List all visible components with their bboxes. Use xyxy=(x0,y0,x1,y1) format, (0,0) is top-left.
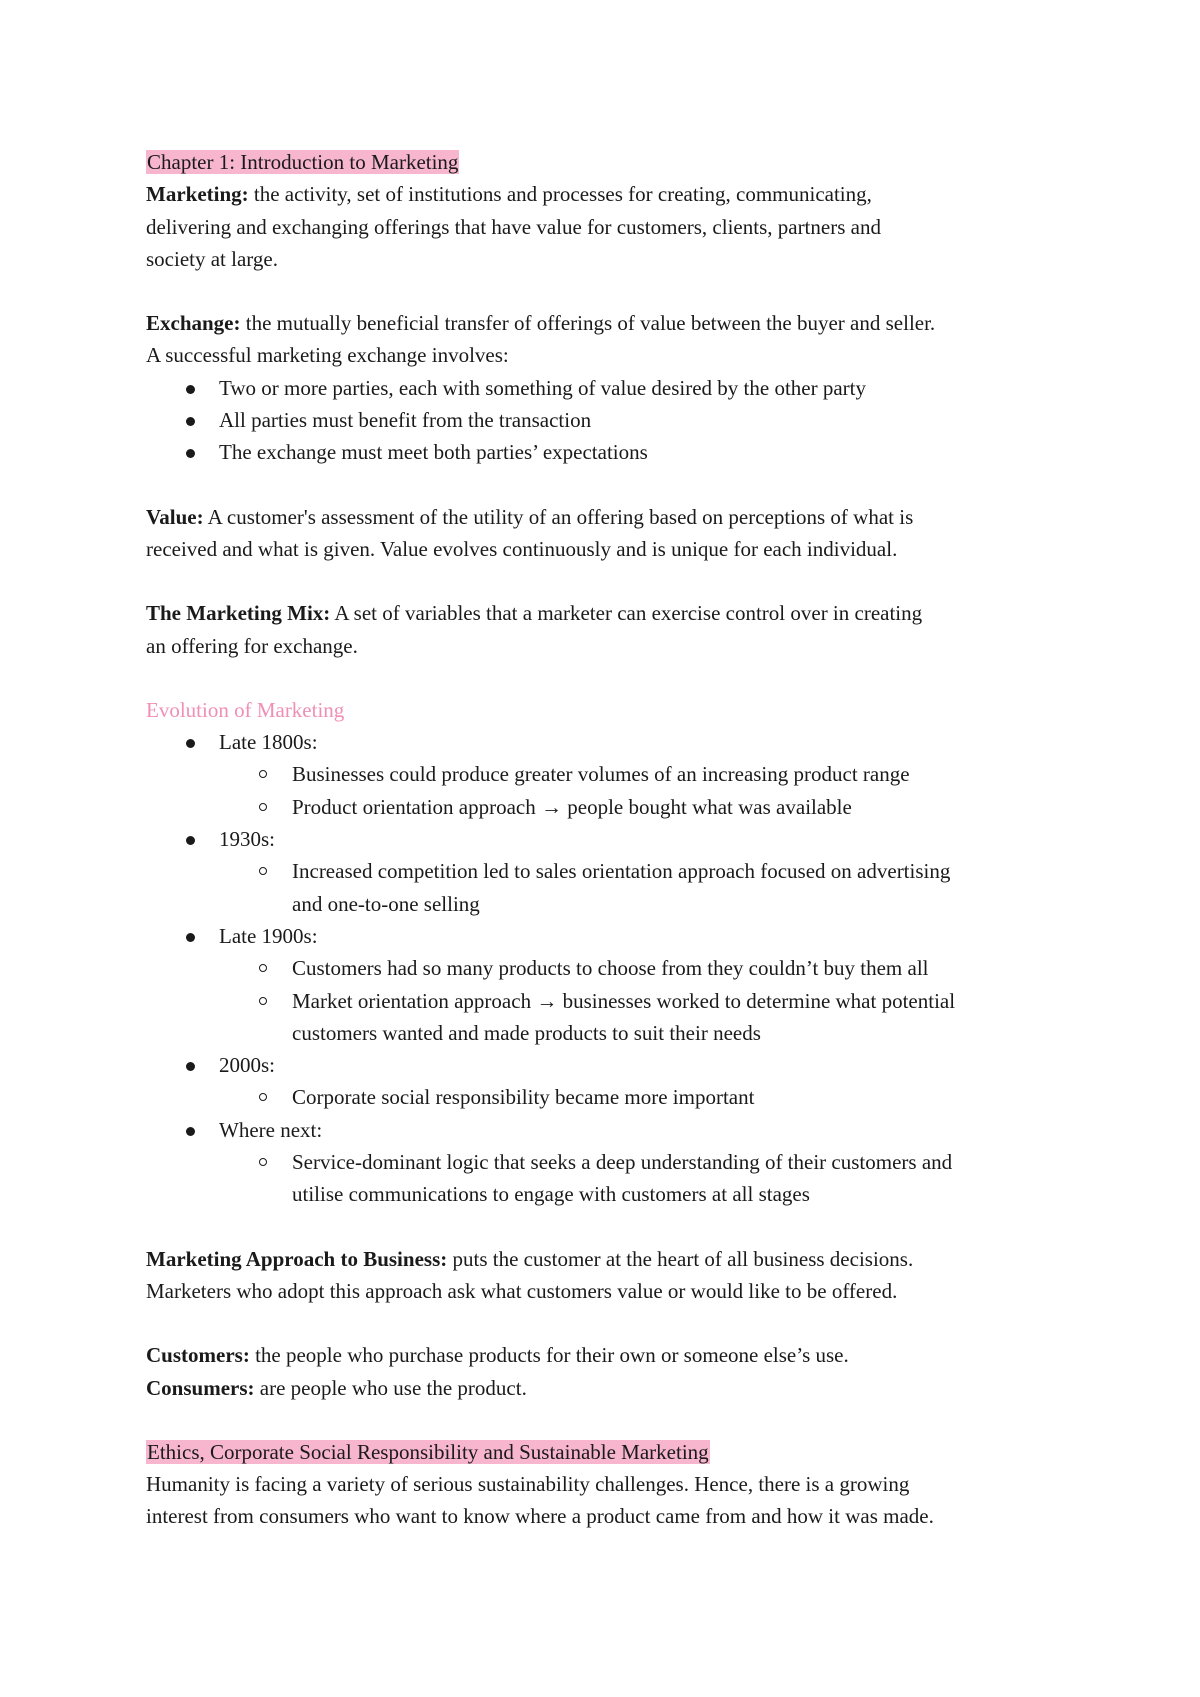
marketing-approach-line-1: puts the customer at the heart of all business decisions. xyxy=(452,1246,914,1271)
consumers-term: Consumers: xyxy=(146,1375,255,1400)
spacer xyxy=(146,565,1076,597)
list-item: Service-dominant logic that seeks a deep understanding of their customers and utilise communications to engage with customers at all stages xyxy=(219,1146,1076,1211)
marketing-term: Marketing: xyxy=(146,182,249,207)
era-item xyxy=(146,1114,1076,1211)
value-term: Value: xyxy=(146,504,204,529)
consumers-definition xyxy=(146,1372,1076,1404)
spacer xyxy=(146,662,1076,694)
value-def-line-1: A customer's assessment of the utility of an offering based on perceptions of what is xyxy=(207,504,914,529)
evolution-section xyxy=(146,694,1076,1211)
era-item xyxy=(146,1049,1076,1114)
era-sub-list xyxy=(146,855,1076,920)
hollow-bullet-icon xyxy=(259,770,267,778)
era-item xyxy=(146,920,1076,1049)
value-def-line-2: received and what is given. Value evolves continuously and is unique for each individual. xyxy=(146,536,898,561)
era-sub-list xyxy=(146,952,1076,1049)
marketing-def-line-2: delivering and exchanging offerings that have value for customers, clients, partners and xyxy=(146,214,881,239)
era-sub-list xyxy=(146,758,1076,823)
era-item xyxy=(146,726,1076,823)
exchange-definition xyxy=(146,307,1076,468)
marketing-approach-line-2: Marketers who adopt this approach ask what customers value or would like to be offered. xyxy=(146,1278,898,1303)
spacer xyxy=(146,469,1076,501)
list-item: Businesses could produce greater volumes of an increasing product range xyxy=(219,758,1076,790)
exchange-bullet-list xyxy=(146,372,1076,469)
chapter-title-text: Chapter 1: Introduction to Marketing xyxy=(147,150,459,174)
hollow-bullet-icon xyxy=(259,803,267,811)
list-item: The exchange must meet both parties’ expectations xyxy=(146,436,1076,468)
evolution-heading: Evolution of Marketing xyxy=(146,697,345,722)
hollow-bullet-icon xyxy=(259,1158,267,1166)
spacer xyxy=(146,275,1076,307)
era-sub-list xyxy=(146,1146,1076,1211)
evolution-era-list xyxy=(146,726,1076,1210)
spacer xyxy=(146,1211,1076,1243)
customers-term: Customers: xyxy=(146,1343,250,1368)
bullet-icon xyxy=(186,417,195,426)
bullet-icon xyxy=(186,836,195,845)
spacer xyxy=(146,1404,1076,1436)
bullet-icon xyxy=(186,739,195,748)
era-label: Where next: xyxy=(219,1117,323,1142)
exchange-def-line-1: the mutually beneficial transfer of offerings of value between the buyer and seller. xyxy=(245,311,936,336)
era-label: Late 1800s: xyxy=(219,730,318,755)
ethics-section xyxy=(146,1436,1076,1533)
marketing-mix-definition xyxy=(146,597,1076,662)
list-item: Two or more parties, each with something of value desired by the other party xyxy=(146,372,1076,404)
marketing-def-line-1: the activity, set of institutions and processes for creating, communicating, xyxy=(253,182,872,207)
exchange-term: Exchange: xyxy=(146,311,241,336)
bullet-icon xyxy=(186,449,195,458)
marketing-approach-term: Marketing Approach to Business: xyxy=(146,1246,448,1271)
era-label: 2000s: xyxy=(219,1053,276,1078)
marketing-definition xyxy=(146,178,1076,275)
bullet-icon xyxy=(186,385,195,394)
marketing-def-line-3: society at large. xyxy=(146,246,278,271)
era-label: Late 1900s: xyxy=(219,923,318,948)
hollow-bullet-icon xyxy=(259,964,267,972)
consumers-text: are people who use the product. xyxy=(259,1375,527,1400)
marketing-mix-term: The Marketing Mix: xyxy=(146,601,331,626)
spacer xyxy=(146,1307,1076,1339)
chapter-title xyxy=(146,146,1076,178)
exchange-def-line-2: A successful marketing exchange involves: xyxy=(146,343,509,368)
document-page xyxy=(146,146,1076,1533)
era-item xyxy=(146,823,1076,920)
list-item: Product orientation approach → people bought what was available xyxy=(219,791,1076,823)
list-item: Increased competition led to sales orientation approach focused on advertising and one-to-one selling xyxy=(219,855,1076,920)
marketing-mix-line-2: an offering for exchange. xyxy=(146,633,358,658)
era-label: 1930s: xyxy=(219,827,276,852)
bullet-icon xyxy=(186,933,195,942)
bullet-icon xyxy=(186,1062,195,1071)
bullet-icon xyxy=(186,1127,195,1136)
list-item: Corporate social responsibility became more important xyxy=(219,1081,1076,1113)
list-item: Customers had so many products to choose from they couldn’t buy them all xyxy=(219,952,1076,984)
hollow-bullet-icon xyxy=(259,1093,267,1101)
list-item: Market orientation approach → businesses worked to determine what potential customers wanted and made products to suit their needs xyxy=(219,985,1076,1050)
value-definition xyxy=(146,501,1076,566)
customers-definition xyxy=(146,1339,1076,1371)
ethics-line-1: Humanity is facing a variety of serious sustainability challenges. Hence, there is a growing xyxy=(146,1472,910,1497)
hollow-bullet-icon xyxy=(259,997,267,1005)
list-item: All parties must benefit from the transaction xyxy=(146,404,1076,436)
hollow-bullet-icon xyxy=(259,867,267,875)
ethics-line-2: interest from consumers who want to know where a product came from and how it was made. xyxy=(146,1504,934,1529)
era-sub-list xyxy=(146,1081,1076,1113)
customers-text: the people who purchase products for their own or someone else’s use. xyxy=(255,1343,849,1368)
ethics-heading xyxy=(146,1436,1076,1468)
marketing-mix-line-1: A set of variables that a marketer can exercise control over in creating xyxy=(334,601,923,626)
customers-consumers-definitions xyxy=(146,1339,1076,1404)
marketing-approach-definition xyxy=(146,1243,1076,1308)
ethics-heading-text: Ethics, Corporate Social Responsibility and Sustainable Marketing xyxy=(147,1439,709,1464)
